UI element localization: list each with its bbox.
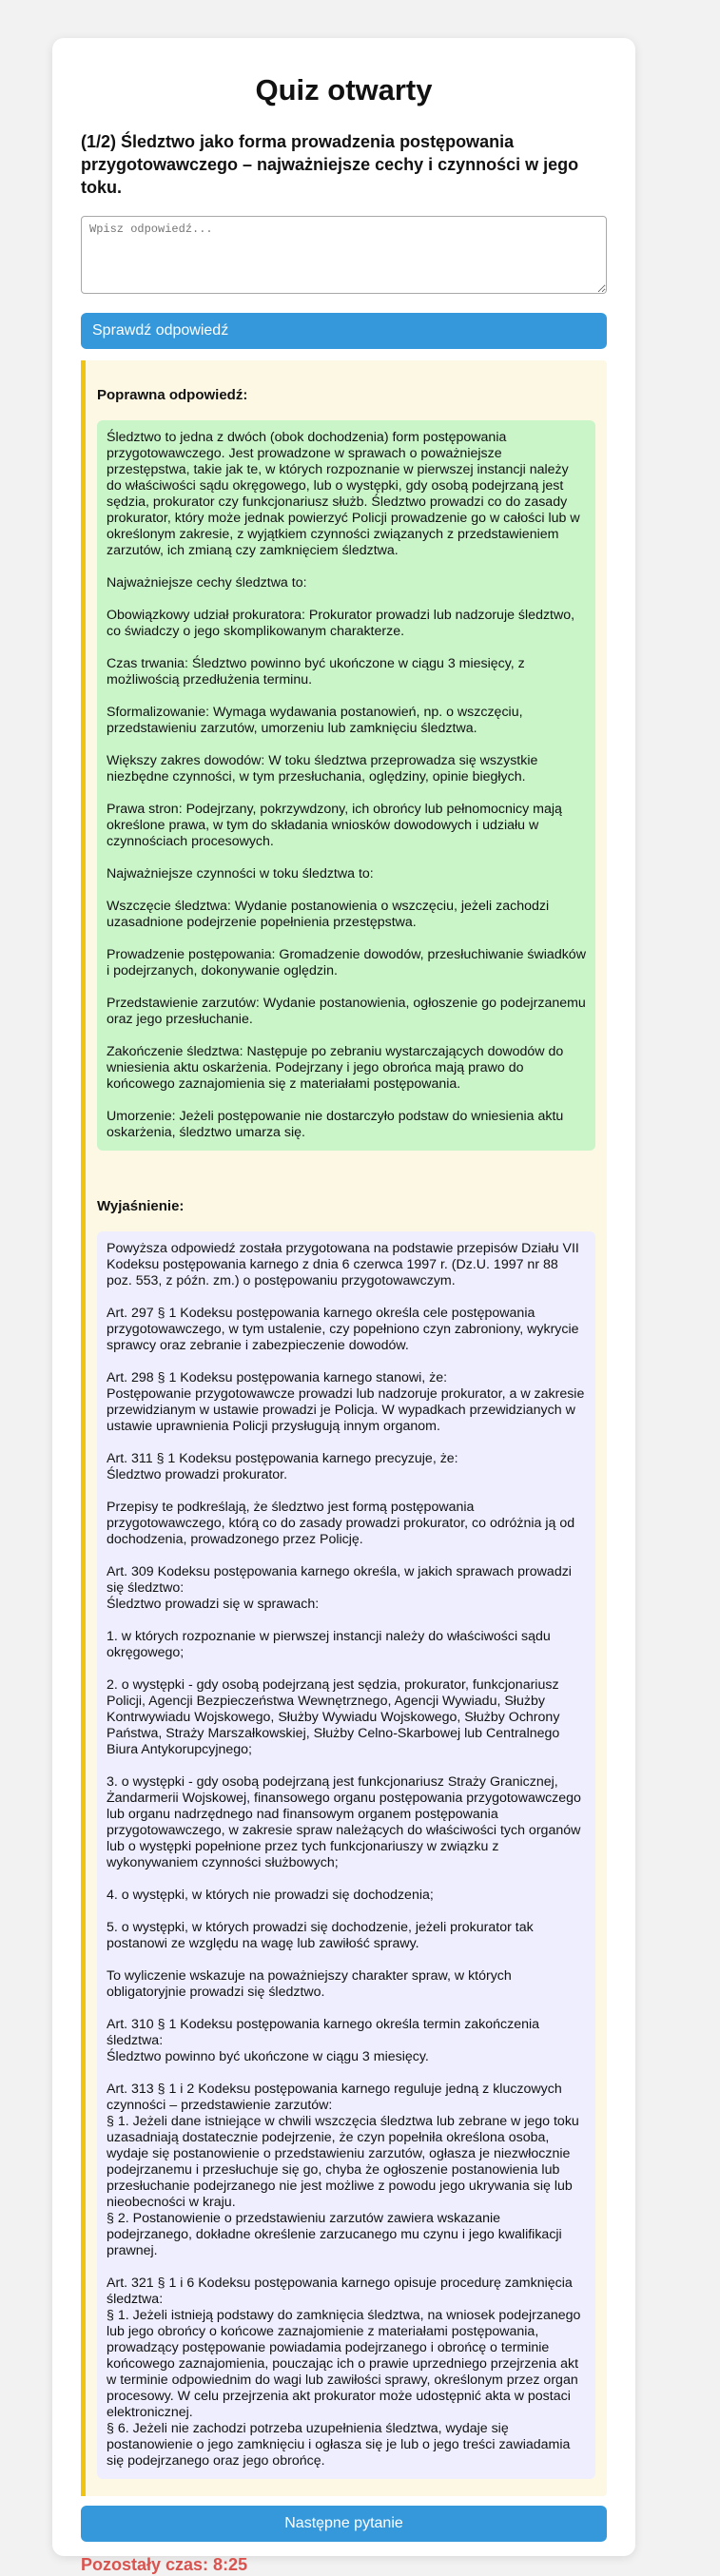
explanation-paragraph: Powyższa odpowiedź została przygotowana na podstawie przepisów Działu VII Kodeksu postępowania karnego z dnia 6 czerwca 1997 r. (Dz.U. 1997 nr 88 poz. 553, z późn. zm.) o postępowaniu przygotowawczym.: [107, 1241, 579, 1288]
correct-paragraph: Większy zakres dowodów: W toku śledztwa przeprowadza się wszystkie niezbędne czynności, w tym przesłuchania, oględziny, opinie biegłych.: [107, 753, 538, 784]
correct-paragraph: Śledztwo to jedna z dwóch (obok dochodzenia) form postępowania przygotowawczego. Jest prowadzone w sprawach o poważniejsze przestępstwa, takie jak te, w których rozpoznanie w pierwszej instancji należy do właściwości sądu okręgowego, lub o występki, gdy osobą podejrzaną jest sędzia, prokurator czy funkcjonariusz służb. Śledztwo prowadzi co do zasady prokurator, który może jednak powierzyć Policji prowadzenie go w całości lub w określonym zakresie, z wyjątkiem czynności związanych z przedstawieniem zarzutów, ich zmianą czy zamknięciem śledztwa.: [107, 430, 580, 558]
correct-paragraph: Sformalizowanie: Wymaga wydawania postanowień, np. o wszczęciu, przedstawieniu zarzutów, umorzeniu lub zamknięciu śledztwa.: [107, 705, 523, 736]
correct-paragraph: Obowiązkowy udział prokuratora: Prokurator prowadzi lub nadzoruje śledztwo, co świadczy o jego skomplikowanym charakterze.: [107, 608, 575, 639]
next-question-button[interactable]: Następne pytanie: [81, 2506, 607, 2542]
explanation-paragraph: Art. 310 § 1 Kodeksu postępowania karnego określa termin zakończenia śledztwa: Śledztwo powinno być ukończone w ciągu 3 miesięcy.: [107, 2017, 540, 2064]
page-title: Quiz otwarty: [255, 73, 433, 107]
explanation-paragraph: Przepisy te podkreślają, że śledztwo jest formą postępowania przygotowawczego, którą co do zasady prowadzi prokurator, co odróżnia ją od dochodzenia, prowadzonego przez Policję.: [107, 1500, 575, 1547]
explanation-paragraph: Art. 311 § 1 Kodeksu postępowania karnego precyzuje, że: Śledztwo prowadzi prokurator.: [107, 1451, 458, 1482]
correct-paragraph: Wszczęcie śledztwa: Wydanie postanowienia o wszczęciu, jeżeli zachodzi uzasadnione podejrzenie popełnienia przestępstwa.: [107, 899, 550, 930]
correct-paragraph: Najważniejsze cechy śledztwa to:: [107, 575, 307, 591]
correct-paragraph: Prowadzenie postępowania: Gromadzenie dowodów, przesłuchiwanie świadków i podejrzanych, dokonywanie oględzin.: [107, 947, 586, 978]
timer-text: Pozostały czas: 8:25: [81, 2555, 248, 2574]
explanation-box: [97, 1231, 595, 2479]
quiz-card: [52, 38, 635, 2574]
correct-paragraph: Najważniejsze czynności w toku śledztwa to:: [107, 866, 374, 881]
correct-answer-box: [97, 420, 595, 1151]
explanation-paragraph: 2. o występki - gdy osobą podejrzaną jest sędzia, prokurator, funkcjonariusz Policji, Agencji Bezpieczeństwa Wewnętrznego, Agencji Wywiadu, Służby Kontrwywiadu Wojskowego, Służby Wywiadu Wojskowego, Służby Ochrony Państwa, Straży Marszałkowskiej, Służby Celno-Skarbowej lub Centralnego Biura Antykorupcyjnego;: [107, 1677, 560, 1757]
explanation-paragraph: 4. o występki, w których nie prowadzi się dochodzenia;: [107, 1888, 434, 1903]
correct-paragraph: Zakończenie śledztwa: Następuje po zebraniu wystarczających dowodów do wniesienia aktu oskarżenia. Podejrzany i jego obrońca mają prawo do końcowego zaznajomienia się z materiałami postępowania.: [107, 1044, 564, 1092]
correct-paragraph: Prawa stron: Podejrzany, pokrzywdzony, ich obrońcy lub pełnomocnicy mają określone prawa, w tym do składania wniosków dowodowych i udziału w czynnościach procesowych.: [107, 802, 562, 849]
correct-paragraph: Przedstawienie zarzutów: Wydanie postanowienia, ogłoszenie go podejrzanemu oraz jego przesłuchanie.: [107, 996, 586, 1027]
question-text: (1/2) Śledztwo jako forma prowadzenia postępowania przygotowawczego – najważniejsze cechy i czynności w jego toku.: [81, 132, 579, 197]
explanation-paragraph: 1. w których rozpoznanie w pierwszej instancji należy do właściwości sądu okręgowego;: [107, 1629, 551, 1660]
correct-paragraph: Umorzenie: Jeżeli postępowanie nie dostarczyło podstaw do wniesienia aktu oskarżenia, śledztwo umarza się.: [107, 1109, 564, 1140]
feedback-panel: [81, 360, 607, 2496]
explanation-paragraph: Art. 297 § 1 Kodeksu postępowania karnego określa cele postępowania przygotowawczego, w tym ustalenie, czy popełniono czyn zabroniony, wykrycie sprawcy oraz zebranie i zabezpieczenie dowodów.: [107, 1306, 579, 1353]
answer-input[interactable]: [81, 216, 607, 294]
explanation-paragraph: Art. 321 § 1 i 6 Kodeksu postępowania karnego opisuje procedurę zamknięcia śledztwa: § 1. Jeżeli istnieją podstawy do zamknięcia śledztwa, na wniosek podejrzanego lub jego obrońcy o końcowe zaznajomienie z materiałami postępowania, prowadzący postępowanie powiadamia podejrzanego i obrońcę o terminie końcowego zaznajomienia, pouczając ich o prawie uprzedniego przejrzenia akt w terminie odpowiednim do wagi lub zawiłości sprawy, określonym przez organ procesowy. W celu przejrzenia akt prokurator może udostępnić akta w postaci elektronicznej. § 6. Jeżeli nie zachodzi potrzeba uzupełnienia śledztwa, wydaje się postanowienie o jego zamknięciu i ogłasza się je lub o jego treści zawiadamia się podejrzanego oraz jego obrońcę.: [107, 2276, 581, 2469]
explanation-label: Wyjaśnienie:: [97, 1198, 185, 1214]
explanation-paragraph: 5. o występki, w których prowadzi się dochodzenie, jeżeli prokurator tak postanowi ze względu na wagę lub zawiłość sprawy.: [107, 1920, 534, 1951]
explanation-paragraph: Art. 298 § 1 Kodeksu postępowania karnego stanowi, że: Postępowanie przygotowawcze prowadzi lub nadzoruje prokurator, a w zakresie przewidzianym w ustawie prowadzi je Policja. W wypadkach przewidzianych w ustawie uprawnienia Policji przysługują innym organom.: [107, 1370, 585, 1434]
check-answer-button[interactable]: Sprawdź odpowiedź: [81, 313, 607, 349]
explanation-paragraph: Art. 313 § 1 i 2 Kodeksu postępowania karnego reguluje jedną z kluczowych czynności – przedstawienie zarzutów: § 1. Jeżeli dane istniejące w chwili wszczęcia śledztwa lub zebrane w jego toku uzasadniają dostatecznie podejrzenie, że czyn popełniła określona osoba, wydaje się postanowienie o przedstawieniu zarzutów, ogłasza je niezwłocznie podejrzanemu i przesłuchuje się go, chyba że ogłoszenie postanowienia lub przesłuchanie podejrzanego nie jest możliwe z powodu jego ukrywania się lub nieobecności w kraju. § 2. Postanowienie o przedstawieniu zarzutów zawiera wskazanie podejrzanego, dokładne określenie zarzucanego mu czynu i jego kwalifikacji prawnej.: [107, 2082, 579, 2258]
explanation-paragraph: 3. o występki - gdy osobą podejrzaną jest funkcjonariusz Straży Granicznej, Żandarmerii Wojskowej, finansowego organu postępowania przygotowawczego lub organu nadrzędnego nad finansowym organem postępowania przygotowawczego, w zakresie spraw należących do właściwości tych organów lub o występki popełnione przez tych funkcjonariuszy w związku z wykonywaniem czynności służbowych;: [107, 1774, 581, 1870]
explanation-paragraph: Art. 309 Kodeksu postępowania karnego określa, w jakich sprawach prowadzi się śledztwo: Śledztwo prowadzi się w sprawach:: [107, 1564, 572, 1612]
correct-answer-label: Poprawna odpowiedź:: [97, 387, 248, 403]
correct-paragraph: Czas trwania: Śledztwo powinno być ukończone w ciągu 3 miesięcy, z możliwością przedłużenia terminu.: [107, 656, 525, 688]
explanation-paragraph: To wyliczenie wskazuje na poważniejszy charakter spraw, w których obligatoryjnie prowadzi się śledztwo.: [107, 1968, 512, 2000]
